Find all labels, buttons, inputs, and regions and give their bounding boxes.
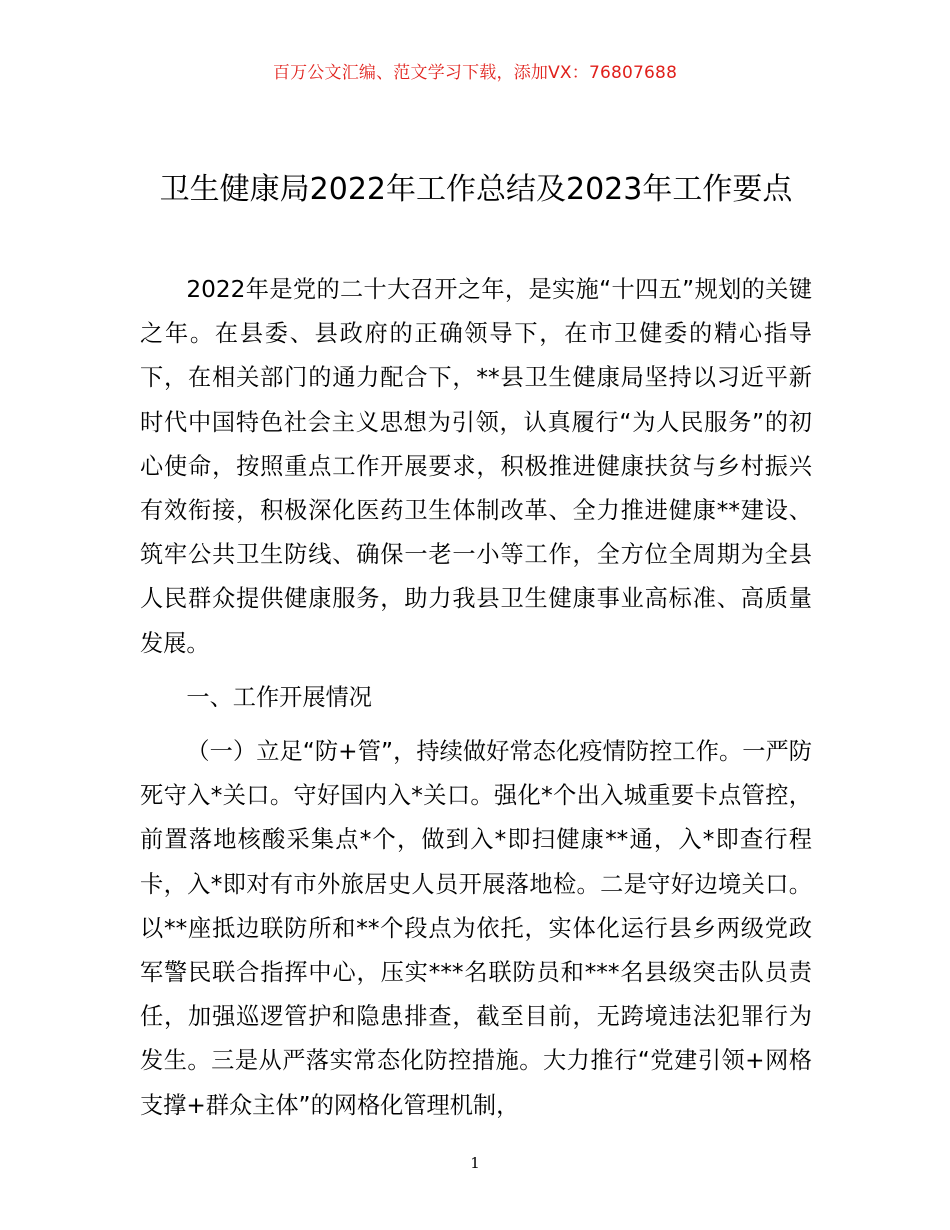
intro-paragraph: 2022年是党的二十大召开之年，是实施“十四五”规划的关键之年。在县委、县政府的正确领导下，在市卫健委的精心指导下，在相关部门的通力配合下，**县卫生健康局坚持以习近平新时代中国特色社会主义思想为引领，认真履行“为人民服务”的初心使命，按照重点工作开展要求，积极推进健康扶贫与乡村振兴有效衔接，积极深化医药卫生体制改革、全力推进健康**建设、筑牢公共卫生防线、确保一老一小等工作，全方位全周期为全县人民群众提供健康服务，助力我县卫生健康事业高标准、高质量发展。 — [140, 276, 812, 657]
page-number: 1 — [470, 1154, 480, 1172]
section-paragraph: （一）立足“防+管”，持续做好常态化疫情防控工作。一严防死守入*关口。守好国内入*关口。强化*个出入城重要卡点管控，前置落地核酸采集点*个，做到入*即扫健康**通，入*即查行程卡，入*即对有市外旅居史人员开展落地检。二是守好边境关口。以**座抵边联防所和**个段点为依托，实体化运行县乡两级党政军警民联合指挥中心，压实***名联防员和***名县级突击队员责任，加强巡逻管护和隐患排查，截至目前，无跨境违法犯罪行为发生。三是从严落实常态化防控措施。大力推行“党建引领+网格支撑+群众主体”的网格化管理机制， — [140, 738, 812, 1119]
header-watermark: 百万公文汇编、范文学习下载，添加VX：76807688 — [272, 63, 678, 83]
section-heading: 一、工作开展情况 — [186, 683, 372, 711]
document-title: 卫生健康局2022年工作总结及2023年工作要点 — [159, 172, 793, 207]
document-body — [140, 268, 812, 1128]
